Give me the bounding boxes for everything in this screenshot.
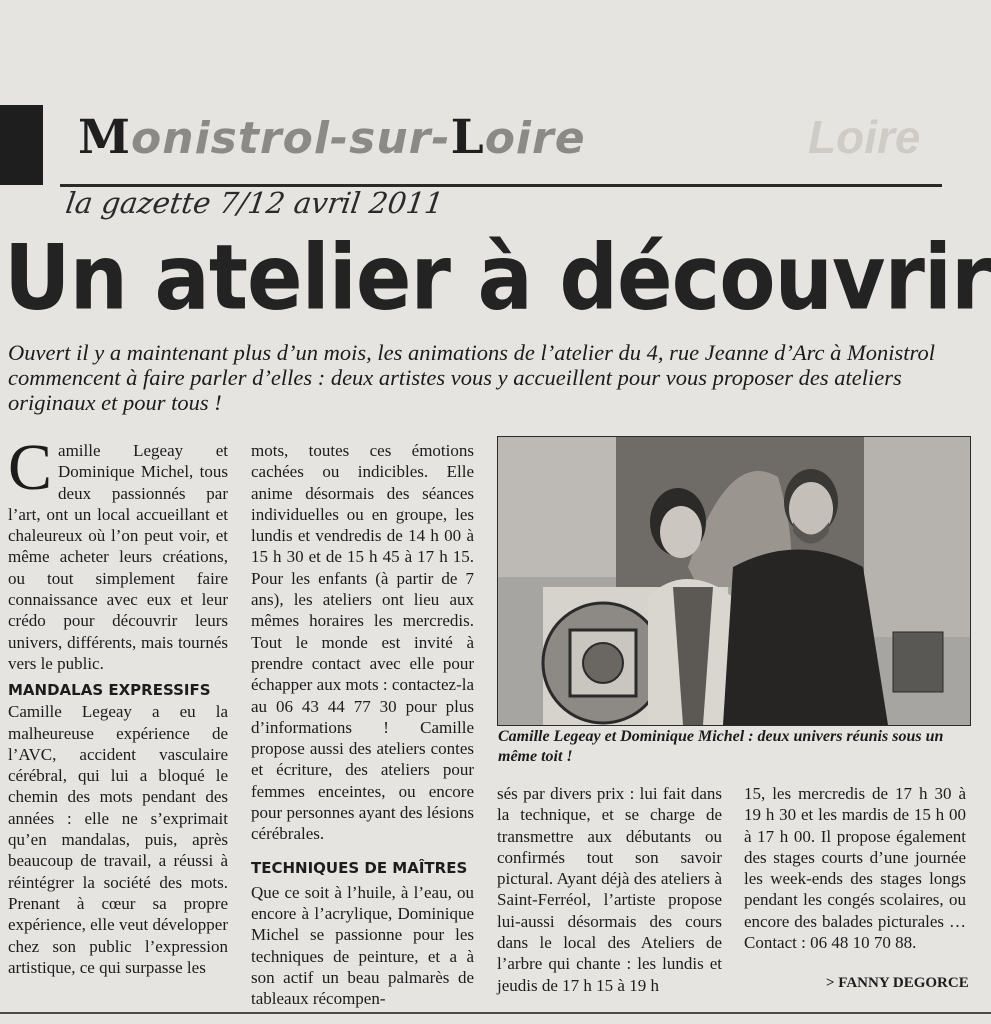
handwritten-note: la gazette 7/12 avril 2011 xyxy=(63,186,446,220)
col4-text: 15, les mercredis de 17 h 30 à 19 h 30 et les mardis de 15 h 00 à 17 h 00. Il propose également des stages courts d’une journée les week-ends des stages longs pendant les congés scolaires, ou encore des balades picturales … Contact : 06 48 10 70 88. xyxy=(744,784,966,953)
headline: Un atelier à découvrir xyxy=(4,226,991,331)
column-4 xyxy=(744,783,966,953)
section-rubric xyxy=(78,110,586,165)
rubric-text: oire xyxy=(484,113,586,164)
subhead-mandalas: MANDALAS EXPRESSIFS xyxy=(8,681,211,700)
subhead-techniques: TECHNIQUES DE MAÎTRES xyxy=(251,858,468,877)
col2-para2: Que ce soit à l’huile, à l’eau, ou encore à l’acrylique, Dominique Michel se passionne pour les techniques de peinture, et a à son actif un beau palmarès de tableaux récompen- xyxy=(251,882,474,1009)
bottom-rule xyxy=(0,1012,991,1014)
column-1 xyxy=(8,431,228,978)
artists-photo xyxy=(497,436,971,726)
photo-caption: Camille Legeay et Dominique Michel : deux univers réunis sous un même toit ! xyxy=(498,728,944,765)
rubric-cap: M xyxy=(78,110,132,165)
column-3 xyxy=(497,783,722,996)
photo-illustration xyxy=(498,437,970,725)
column-2 xyxy=(251,440,474,1009)
section-marker-bar xyxy=(0,105,43,185)
bleed-text: Loire xyxy=(808,111,921,163)
rubric-text: onistrol-sur- xyxy=(131,113,451,164)
col3-text: sés par divers prix : lui fait dans la technique, et se charge de transmettre aux débutants ou confirmés tout son savoir pictural. Ayant déjà des ateliers à Saint-Ferréol, l’artiste propose lui-aussi désormais des cours dans le local des Ateliers de l’arbre qui chante : les lundis et jeudis de 17 h 15 à 19 h xyxy=(497,784,722,995)
col1-para2: Camille Legeay a eu la malheureuse expérience de l’AVC, accident vasculaire cérébral, qui lui a bloqué le chemin des mots pendant des années : elle ne s’exprimait qu’en mandalas, puis, après beaucoup de travail, a réussi à réintégrer la société des mots. Prenant à cœur sa propre expérience, elle veut développer chez son public l’expression artistique, ce qui surpasse les xyxy=(8,702,228,977)
byline: > FANNY DEGORCE xyxy=(826,975,969,991)
col2-para1: mots, toutes ces émotions cachées ou indicibles. Elle anime désormais des séances individuelles ou en groupe, les lundis et vendredis de 14 h 00 à 15 h 30 et de 15 h 45 à 17 h 15. Pour les enfants (à partir de 7 ans), les ateliers ont lieu aux mêmes horaires les mercredis. Tout le monde est invité à prendre contact avec elle pour échapper aux mots : contactez-la au 06 43 44 77 30 pour plus d’informations ! Camille propose aussi des ateliers contes et écriture, des ateliers pour femmes enceintes, ou encore pour personnes ayant des lésions cérébrales. xyxy=(251,441,474,844)
drop-cap: C xyxy=(8,431,53,504)
chapo: Ouvert il y a maintenant plus d’un mois, les animations de l’atelier du 4, rue Jeanne d’Arc à Monistrol commencent à faire parler d’elles : deux artistes vous y accueillent pour vous proposer des ateliers originaux et pour tous ! xyxy=(8,340,935,415)
col1-intro: amille Legeay et Dominique Michel, tous deux passionnés par l’art, ont un local accueillant et chaleureux où l’on peut voir, et même acheter leurs créations, ou tout simplement faire connaissance avec eux et leur crédo pour découvrir leurs univers, différents, mais tournés vers le public. xyxy=(8,441,228,673)
rubric-cap: L xyxy=(450,110,485,165)
